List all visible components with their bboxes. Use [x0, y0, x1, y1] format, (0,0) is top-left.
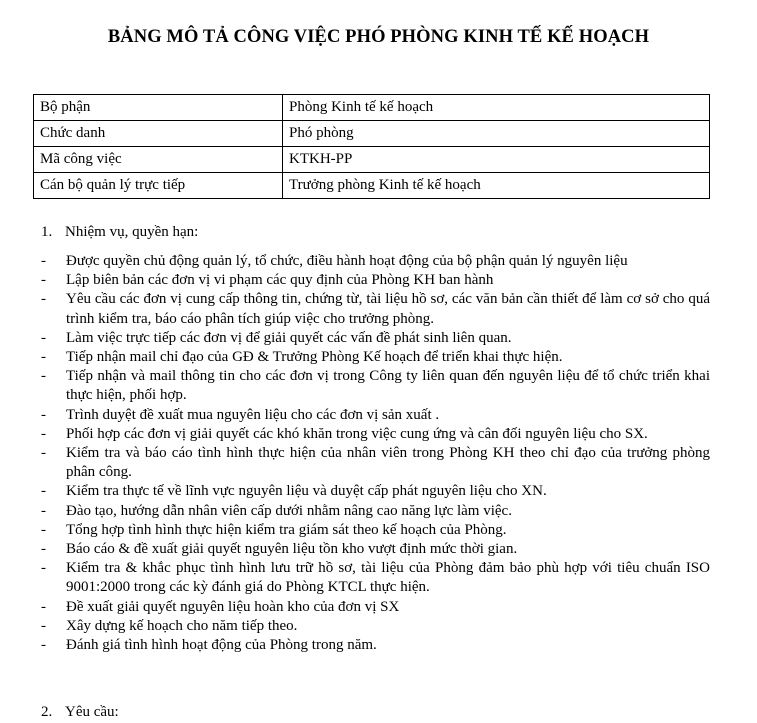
bullet-dash: -	[41, 502, 46, 519]
info-row	[34, 121, 710, 147]
bullet-dash: -	[41, 253, 46, 269]
bullet-dash: -	[41, 541, 46, 558]
duty-text: Trình duyệt đề xuất mua nguyên liệu cho các đơn vị sản xuất .	[66, 406, 440, 423]
duty-text: Báo cáo & đề xuất giải quyết nguyên liệu tồn kho vượt định mức thời gian.	[66, 541, 518, 558]
bullet-dash: -	[41, 483, 46, 500]
bullet-dash: -	[41, 291, 46, 308]
info-row	[34, 147, 710, 173]
bullet-dash: -	[41, 368, 46, 385]
duty-text: Kiểm tra và báo cáo tình hình thực hiện của nhân viên trong Phòng KH theo chỉ đạo của trưởng phòng phân công.	[66, 445, 710, 481]
section-1-number: 1.	[41, 224, 53, 240]
bullet-dash: -	[41, 560, 46, 577]
bullet-dash: -	[41, 521, 46, 538]
info-value: Phòng Kinh tế kế hoạch	[283, 95, 710, 121]
duty-item	[41, 290, 710, 328]
bullet-dash: -	[41, 598, 46, 615]
bullet-dash: -	[41, 329, 46, 346]
info-label: Chức danh	[34, 121, 283, 147]
section-2-number: 2.	[41, 704, 53, 720]
bullet-dash: -	[41, 617, 46, 634]
duty-item	[41, 559, 710, 597]
duty-text: Được quyền chủ động quản lý, tổ chức, điều hành hoạt động của bộ phận quản lý nguyên liệu	[66, 253, 628, 269]
duty-item	[41, 617, 710, 636]
duty-text: Kiểm tra & khắc phục tình hình lưu trữ hồ sơ, tài liệu của Phòng đảm bảo phù hợp với tiêu chuẩn ISO 9001:2000 trong các kỳ đánh giá do Phòng KTCL thực hiện.	[66, 560, 710, 596]
info-row	[34, 173, 710, 199]
duty-text: Phối hợp các đơn vị giải quyết các khó khăn trong việc cung ứng và cân đối nguyên liệu cho SX.	[66, 425, 648, 442]
duty-text: Kiểm tra thực tế về lĩnh vực nguyên liệu và duyệt cấp phát nguyên liệu cho XN.	[66, 483, 547, 500]
info-row	[34, 95, 710, 121]
info-label: Mã công việc	[34, 147, 283, 173]
duty-text: Xây dựng kế hoạch cho năm tiếp theo.	[66, 617, 298, 634]
section-2-title: Yêu cầu:	[65, 704, 119, 720]
duties-list	[41, 252, 710, 655]
duty-item	[41, 502, 710, 521]
duty-text: Tiếp nhận mail chỉ đạo của GĐ & Trưởng Phòng Kế hoạch để triển khai thực hiện.	[66, 349, 563, 366]
duty-item	[41, 444, 710, 482]
info-table	[33, 94, 710, 199]
duty-text: Lập biên bản các đơn vị vi phạm các quy định của Phòng KH ban hành	[66, 272, 494, 289]
duty-item	[41, 636, 710, 655]
duty-item	[41, 598, 710, 617]
info-label: Cán bộ quản lý trực tiếp	[34, 173, 283, 199]
duty-text: Đào tạo, hướng dẫn nhân viên cấp dưới nhằm nâng cao năng lực làm việc.	[66, 502, 512, 519]
duty-item	[41, 252, 710, 271]
bullet-dash: -	[41, 272, 46, 289]
duty-item	[41, 425, 710, 444]
info-value: Phó phòng	[283, 121, 710, 147]
duty-item	[41, 367, 710, 405]
duty-item	[41, 329, 710, 348]
info-value: KTKH-PP	[283, 147, 710, 173]
bullet-dash: -	[41, 445, 46, 462]
bullet-dash: -	[41, 349, 46, 366]
bullet-dash: -	[41, 425, 46, 442]
duty-item	[41, 540, 710, 559]
duty-text: Tổng hợp tình hình thực hiện kiểm tra giám sát theo kế hoạch của Phòng.	[66, 521, 507, 538]
duty-text: Yêu cầu các đơn vị cung cấp thông tin, chứng từ, tài liệu hồ sơ, các văn bản cần thiết để làm cơ sở cho quá trình kiểm tra, báo cáo phân tích giúp việc cho trưởng phòng.	[66, 291, 710, 327]
bullet-dash: -	[41, 637, 46, 654]
bullet-dash: -	[41, 406, 46, 423]
info-table-body	[34, 95, 710, 199]
duty-item	[41, 271, 710, 290]
section-1-heading	[41, 222, 198, 242]
page-title: BẢNG MÔ TẢ CÔNG VIỆC PHÓ PHÒNG KINH TẾ KẾ HOẠCH	[107, 27, 650, 47]
duty-text: Đề xuất giải quyết nguyên liệu hoàn kho của đơn vị SX	[66, 598, 400, 615]
duty-text: Làm việc trực tiếp các đơn vị để giải quyết các vấn đề phát sinh liên quan.	[66, 329, 512, 346]
duty-item	[41, 348, 710, 367]
section-2-heading	[41, 702, 119, 722]
duty-item	[41, 521, 710, 540]
duty-text: Đánh giá tình hình hoạt động của Phòng trong năm.	[66, 637, 377, 654]
duty-item	[41, 406, 710, 425]
section-1-title: Nhiệm vụ, quyền hạn:	[65, 224, 199, 240]
info-label: Bộ phận	[34, 95, 283, 121]
duty-text: Tiếp nhận và mail thông tin cho các đơn vị trong Công ty liên quan đến nguyên liệu để tổ chức triển khai thực hiện, phối hợp.	[66, 368, 710, 404]
duty-item	[41, 482, 710, 501]
info-value: Trưởng phòng Kinh tế kế hoạch	[283, 173, 710, 199]
